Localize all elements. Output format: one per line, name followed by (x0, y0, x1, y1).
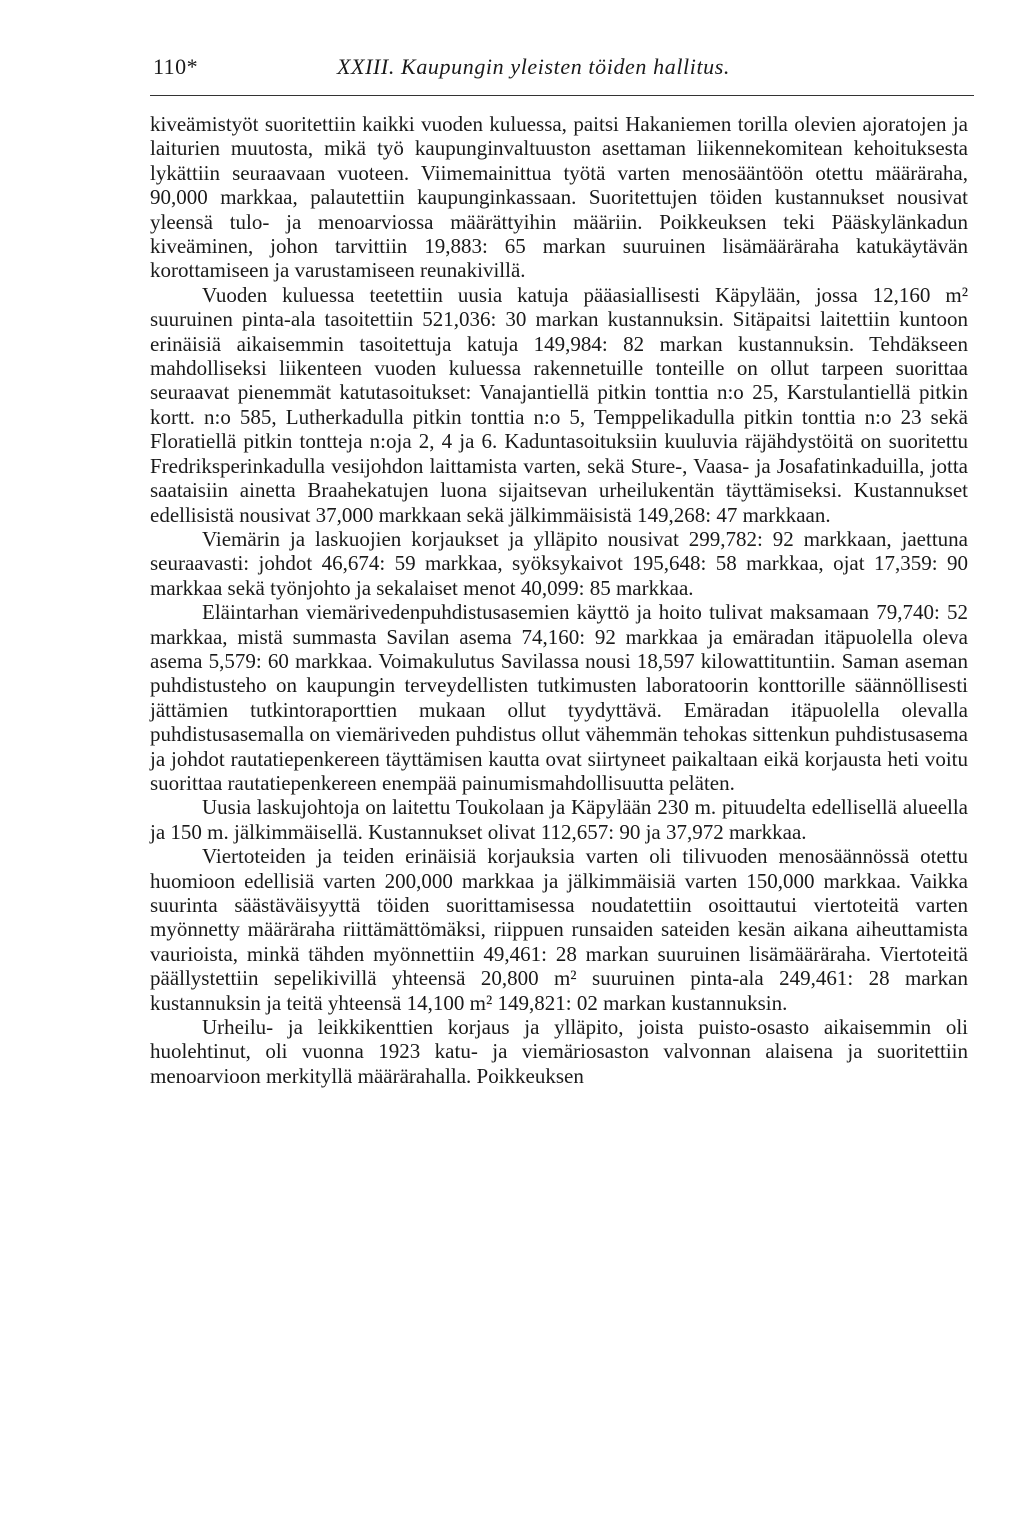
paragraph: Uusia laskujohtoja on laitettu Toukolaan ja Käpylään 230 m. pituudelta edellisellä alueella ja 150 m. jälkimmäisellä. Kustannukset olivat 112,657: 90 ja 37,972 markkaa. (150, 795, 968, 844)
header-rule (150, 95, 974, 96)
paragraph: Urheilu- ja leikkikenttien korjaus ja ylläpito, joista puisto-osasto aikaisemmin oli huolehtinut, oli vuonna 1923 katu- ja viemäriosaston valvonnan alaisena ja suoritettiin menoarvioon merkityllä määrärahalla. Poikkeuksen (150, 1015, 968, 1088)
paragraph: Viemärin ja laskuojien korjaukset ja ylläpito nousivat 299,782: 92 markkaan, jaettuna seuraavasti: johdot 46,674: 59 markkaa, syöksykaivot 195,648: 58 markkaa, ojat 17,359: 90 markkaa sekä työnjohto ja sekalaiset menot 40,099: 85 markkaa. (150, 526, 968, 600)
paragraph: Vuoden kuluessa teetettiin uusia katuja pääasiallisesti Käpylään, jossa 12,160 m² suuruinen pinta-ala tasoitettiin 521,036: 30 markan kustannuksin. Sitäpaitsi laitettiin kuntoon erinäisiä aikaisemmin tasoitettuja katuja 149,984: 82 markan kustannuksin. Tehdäkseen mahdolliseksi liikenteen vuoden kuluessa rakennetuille tonteille on ollut tarpeen suorittaa seuraavat pienemmät katutasoitukset: Vanajantiellä pitkin tonttia n:o 25, Karstulantiellä pitkin kortt. n:o 585, Lutherkadulla pitkin tonttia n:o 5, Temppelikadulla pitkin tonttia n:o 23 sekä Floratiellä pitkin tontteja n:oja 2, 4 ja 6. Kaduntasoituksiin kuuluvia räjähdystöitä on suoritettu Fredriksperinkadulla vesijohdon laittamista varten, sekä Sture-, Vaasa- ja Josafatinkaduilla, jotta saataisiin ainetta Braahekatujen luona sijaitsevan urheilukentän täyttämiseksi. Kustannukset edellisistä nousivat 37,000 markkaan sekä jälkimmäisistä 149,268: 47 markkaan. (150, 282, 968, 527)
paragraph: Viertoteiden ja teiden erinäisiä korjauksia varten oli tilivuoden menosäännössä otettu huomioon edellisiä varten 200,000 markkaa ja jälkimmäisiä varten 150,000 markkaa. Vaikka suurinta säästäväisyyttä töiden suorittamisessa noudatettiin osoittautui viertoteitä varten myönnetty määräraha riittämättömäksi, riippuen runsaiden sateiden kesän aikana aiheuttamista vaurioista, minkä tähden myönnettiin 49,461: 28 markan suuruinen lisämääräraha. Viertoteitä päällystettiin sepelikivillä yhteensä 20,800 m² suuruinen pinta-ala 249,461: 28 markan kustannuksin ja teitä yhteensä 14,100 m² 149,821: 02 markan kustannuksin. (150, 844, 968, 1015)
page-number: 110* (153, 54, 199, 79)
running-title: XXIII. Kaupungin yleisten töiden hallitus. (337, 54, 731, 79)
paragraph: kiveämistyöt suoritettiin kaikki vuoden kuluessa, paitsi Hakaniemen torilla olevien ajoratojen ja laiturien muutosta, mikä työ kaupunginvaltuuston asettaman liikennekomitean kehoituksesta lykättiin seuraavaan vuoteen. Viimemainittua työtä varten menosääntöön otettu määräraha, 90,000 markkaa, palautettiin kaupunginkassaan. Suoritettujen töiden kustannukset nousivat yleensä tulo- ja menoarviossa määrättyihin määriin. Poikkeuksen teki Pääskylänkadun kiveäminen, johon tarvittiin 19,883: 65 markan suuruinen lisämääräraha katukäytävän korottamiseen ja varustamiseen reunakivillä. (150, 112, 968, 283)
page-header (153, 54, 973, 88)
body-text (150, 112, 968, 1088)
paragraph: Eläintarhan viemärivedenpuhdistusasemien käyttö ja hoito tulivat maksamaan 79,740: 52 markkaa, mistä summasta Savilan asema 74,160: 92 markkaa ja emäradan itäpuolella oleva asema 5,579: 60 markkaa. Voimakulutus Savilassa nousi 18,597 kilowattituntiin. Saman aseman puhdistusteho on kaupungin terveydellisten tutkimusten laboratoorin konttorille säännöllisesti jättämien tutkintoraporttien mukaan ollut tyydyttävä. Emäradan itäpuolella olevalla puhdistusasemalla on viemäriveden puhdistus ollut vähemmän tehokas sittenkun puhdistusasema ja johdot rautatiepenkereen täyttämisen kautta ovat siirtyneet paikaltaan eikä korjausta heti voitu suorittaa rautatiepenkereen enempää painumismahdollisuutta peläten. (150, 600, 968, 795)
